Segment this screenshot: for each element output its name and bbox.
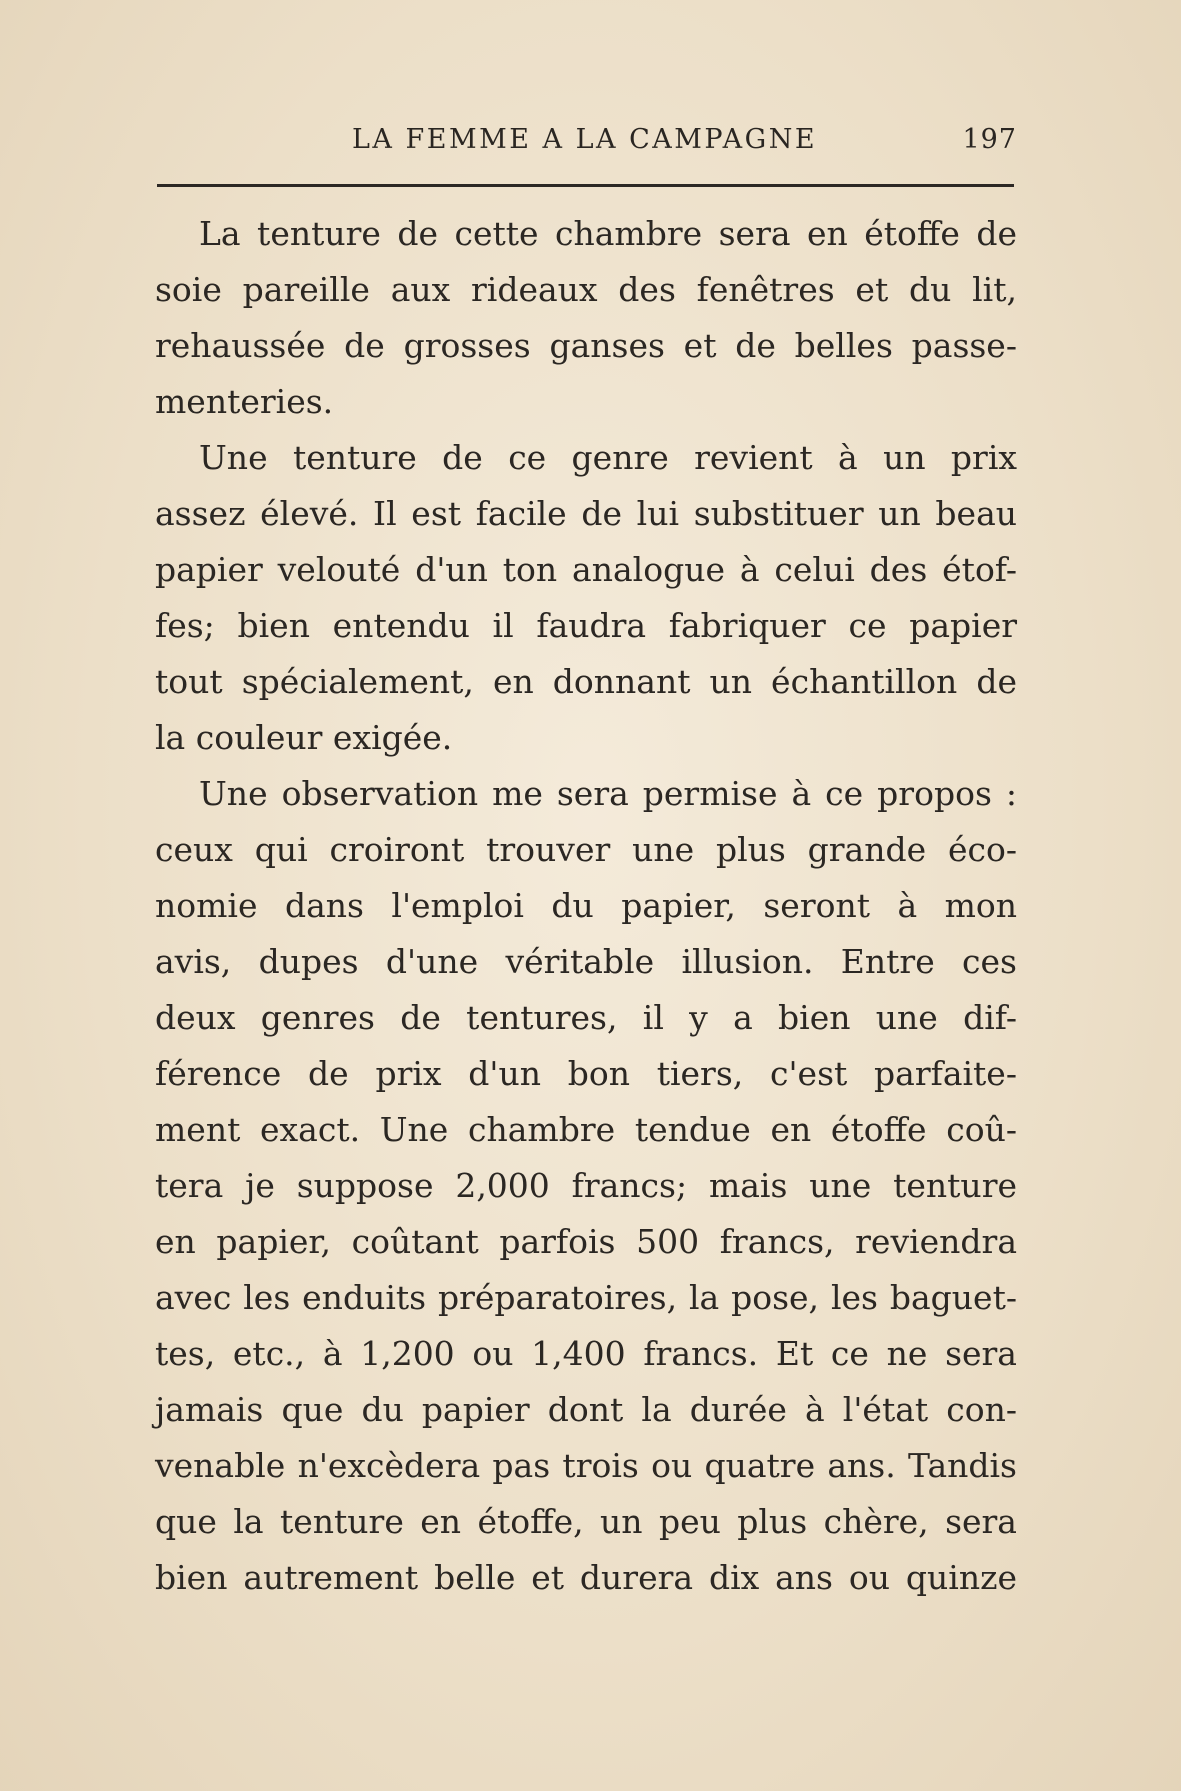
text-line: menteries. bbox=[155, 382, 334, 421]
text-line: tout spécialement, en donnant un échantillon de bbox=[155, 662, 1017, 701]
text-line: en papier, coûtant parfois 500 francs, reviendra bbox=[155, 1222, 1017, 1261]
text-line: jamais que du papier dont la durée à l'état con- bbox=[155, 1390, 1017, 1429]
text-line: rehaussée de grosses ganses et de belles passe- bbox=[155, 326, 1017, 365]
text-line: nomie dans l'emploi du papier, seront à mon bbox=[155, 886, 1017, 925]
text-line: ceux qui croiront trouver une plus grande éco- bbox=[155, 830, 1017, 869]
text-line: la couleur exigée. bbox=[155, 718, 453, 757]
text-line: Une observation me sera permise à ce propos : bbox=[199, 774, 1017, 813]
text-line: papier velouté d'un ton analogue à celui des étof- bbox=[155, 550, 1017, 589]
text-line: avis, dupes d'une véritable illusion. Entre ces bbox=[155, 942, 1017, 981]
text-line: férence de prix d'un bon tiers, c'est parfaite- bbox=[155, 1054, 1017, 1093]
text-line: tes, etc., à 1,200 ou 1,400 francs. Et ce ne sera bbox=[155, 1334, 1017, 1373]
header-rule bbox=[157, 184, 1014, 187]
text-line: venable n'excèdera pas trois ou quatre ans. Tandis bbox=[155, 1446, 1017, 1485]
text-line: Une tenture de ce genre revient à un prix bbox=[199, 438, 1017, 477]
text-line: avec les enduits préparatoires, la pose, les baguet- bbox=[155, 1278, 1017, 1317]
page-header bbox=[155, 118, 1017, 158]
text-line: fes; bien entendu il faudra fabriquer ce papier bbox=[155, 606, 1017, 645]
text-line: soie pareille aux rideaux des fenêtres et du lit, bbox=[155, 270, 1017, 309]
page-number: 197 bbox=[962, 124, 1017, 155]
text-line: bien autrement belle et durera dix ans ou quinze bbox=[155, 1558, 1017, 1597]
text-line: ment exact. Une chambre tendue en étoffe coû- bbox=[155, 1110, 1017, 1149]
text-line: tera je suppose 2,000 francs; mais une tenture bbox=[155, 1166, 1017, 1205]
text-line: deux genres de tentures, il y a bien une dif- bbox=[155, 998, 1017, 1037]
text-line: assez élevé. Il est facile de lui substituer un beau bbox=[155, 494, 1017, 533]
text-line: La tenture de cette chambre sera en étoffe de bbox=[199, 214, 1017, 253]
text-line: que la tenture en étoffe, un peu plus chère, sera bbox=[155, 1502, 1017, 1541]
running-title: LA FEMME A LA CAMPAGNE bbox=[352, 124, 818, 155]
body-text bbox=[155, 206, 1017, 1606]
